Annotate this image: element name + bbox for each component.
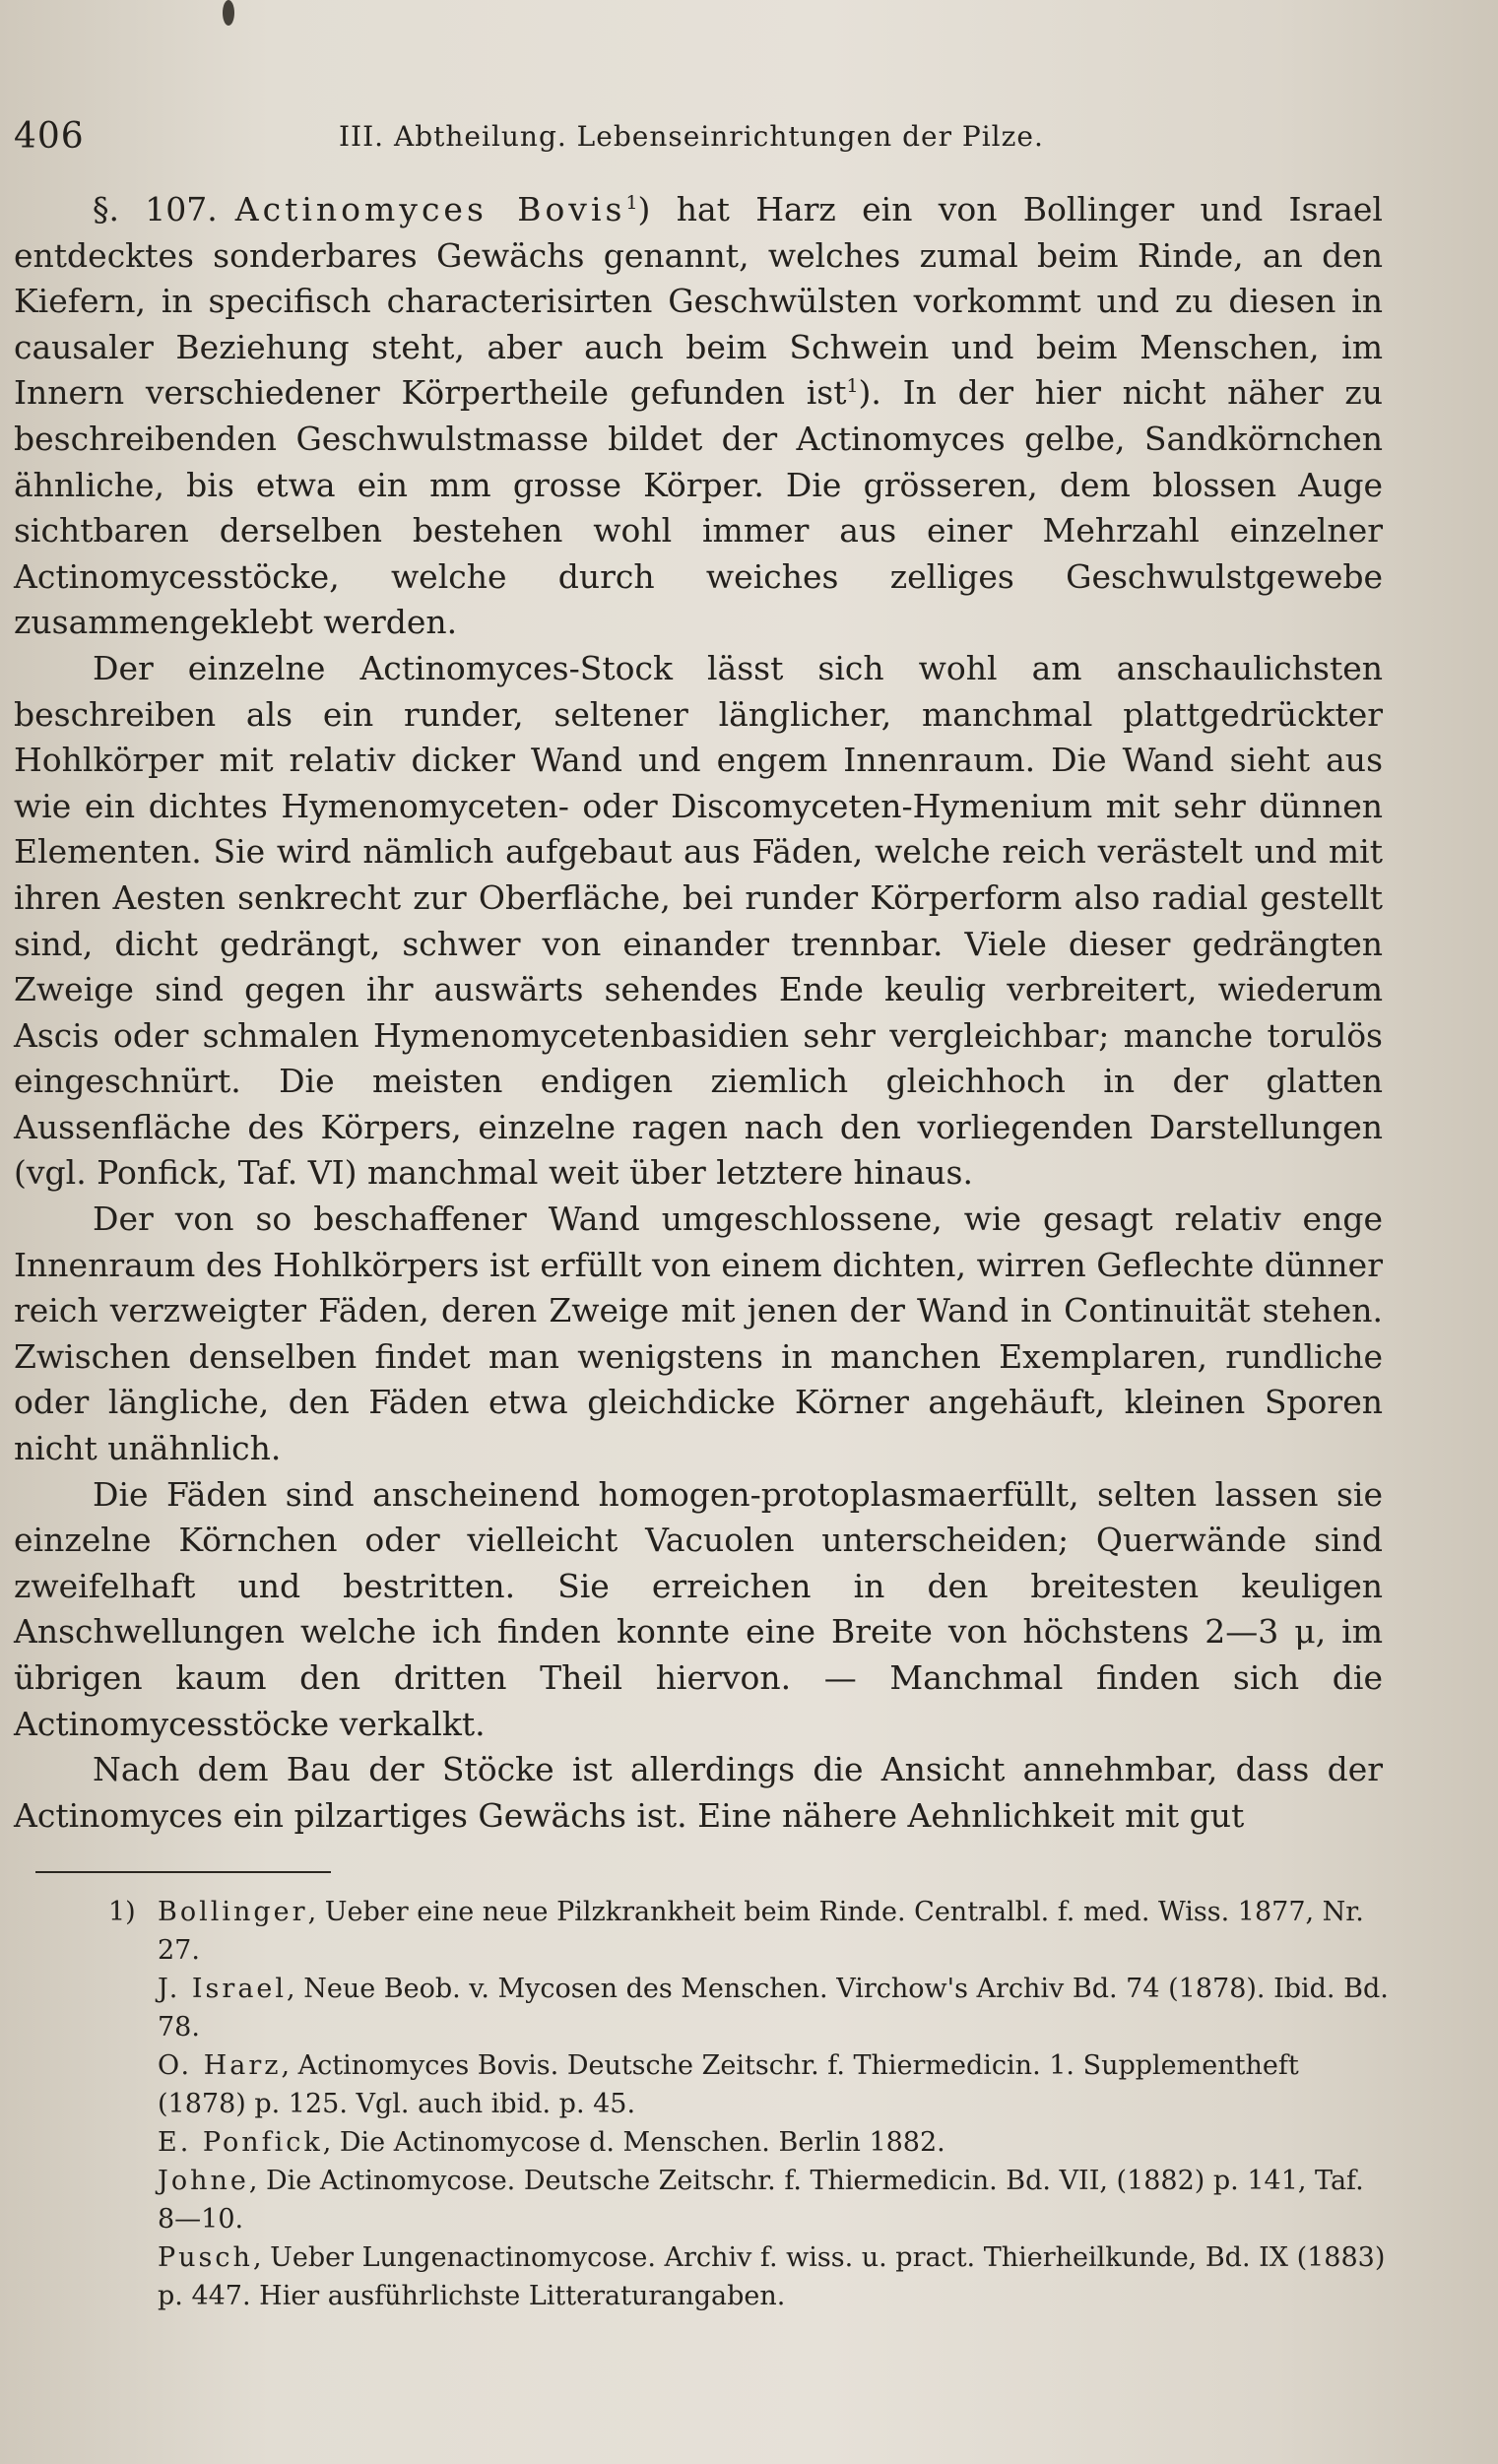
section-number: §. 107.	[93, 190, 218, 228]
footnote-text: , Neue Beob. v. Mycosen des Menschen. Virchow's Archiv Bd. 74 (1878). Ibid. Bd. 78.	[158, 1974, 1389, 2043]
main-text	[14, 187, 1383, 1839]
footnote-text: , Actinomyces Bovis. Deutsche Zeitschr. f. Thiermedicin. 1. Supplementheft (1878) p. 125. Vgl. auch ibid. p. 45.	[158, 2050, 1299, 2119]
running-head	[14, 116, 1393, 165]
footnote	[158, 1970, 1389, 2046]
footnote-text: , Ueber Lungenactinomycose. Archiv f. wiss. u. pract. Thierheilkunde, Bd. IX (1883) p. 447. Hier ausführlichste Litteraturangaben.	[158, 2242, 1386, 2311]
footnotes	[108, 1893, 1389, 2315]
footnote-text: , Die Actinomycose. Deutsche Zeitschr. f. Thiermedicin. Bd. VII, (1882) p. 141, Taf. 8—10.	[158, 2166, 1364, 2235]
footnote-author: J. Israel	[158, 1974, 288, 2004]
footnote	[158, 2162, 1389, 2238]
paragraph-2: Der einzelne Actinomyces-Stock lässt sich wohl am anschaulichsten beschreiben als ein runder, seltener länglicher, manchmal plattgedrückter Hohlkörper mit relativ dicker Wand und engem Innenraum. Die Wand sieht aus wie ein dichtes Hymenomyceten- oder Discomyceten-Hymenium mit sehr dünnen Elementen. Sie wird nämlich aufgebaut aus Fäden, welche reich verästelt und mit ihren Aesten senkrecht zur Oberfläche, bei runder Körperform also radial gestellt sind, dicht gedrängt, schwer von einander trennbar. Viele dieser gedrängten Zweige sind gegen ihr auswärts sehendes Ende keulig verbreitert, wiederum Ascis oder schmalen Hymenomycetenbasidien sehr vergleichbar; manche torulös eingeschnürt. Die meisten endigen ziemlich gleichhoch in der glatten Aussenfläche des Körpers, einzelne ragen nach den vorliegenden Darstellungen (vgl. Ponfick, Taf. VI) manchmal weit über letztere hinaus.	[14, 648, 1383, 1193]
paragraph-5: Nach dem Bau der Stöcke ist allerdings die Ansicht annehmbar, dass der Actinomyces ein pilzartiges Gewächs ist. Eine nähere Aehnlichkeit mit gut	[14, 1750, 1383, 1835]
footnote-author: E. Ponfick	[158, 2127, 323, 2158]
footnote-marker: 1)	[108, 1897, 136, 1927]
footnote-text: , Ueber eine neue Pilzkrankheit beim Rinde. Centralbl. f. med. Wiss. 1877, Nr. 27.	[158, 1897, 1364, 1966]
footnote	[108, 1893, 1389, 1970]
paragraph-1	[14, 187, 1383, 646]
footnote	[158, 2123, 1389, 2162]
running-title: III. Abtheilung. Lebenseinrichtungen der Pilze.	[339, 120, 1044, 153]
footnote-author: Johne	[158, 2166, 249, 2196]
species-term: Actinomyces Bovis	[234, 190, 626, 228]
footnote	[158, 2238, 1389, 2315]
footnote-author: O. Harz	[158, 2050, 282, 2081]
ink-spot	[223, 0, 234, 26]
page-number: 406	[14, 116, 85, 157]
footnote-ref: 1	[846, 375, 859, 398]
footnote-rule	[35, 1871, 331, 1873]
footnote-author: Pusch	[158, 2242, 253, 2273]
footnote-author: Bollinger	[158, 1897, 308, 1927]
paragraph-1-text-a: ) hat Harz ein von Bollinger und Israel entdecktes sonderbares Gewächs genannt, welches zumal beim Rinde, an den Kiefern, in specifisch characterisirten Geschwülsten vorkommt und zu diesen in causaler Beziehung steht, aber auch beim Schwein und beim Menschen, im Innern verschiedener Körpertheile gefunden ist	[14, 190, 1383, 413]
footnote-ref: 1	[625, 192, 638, 214]
paragraph-3: Der von so beschaffener Wand umgeschlossene, wie gesagt relativ enge Innenraum des Hohlkörpers ist erfüllt von einem dichten, wirren Geflechte dünner reich verzweigter Fäden, deren Zweige mit jenen der Wand in Continuität stehen. Zwischen denselben findet man wenigstens in manchen Exemplaren, rundliche oder längliche, den Fäden etwa gleichdicke Körner angehäuft, kleinen Sporen nicht unähnlich.	[14, 1200, 1383, 1468]
footnote	[158, 2046, 1389, 2123]
footnote-text: , Die Actinomycose d. Menschen. Berlin 1882.	[322, 2127, 945, 2158]
paragraph-4: Die Fäden sind anscheinend homogen-protoplasmaerfüllt, selten lassen sie einzelne Körnchen oder vielleicht Vacuolen unterscheiden; Querwände sind zweifelhaft und bestritten. Sie erreichen in den breitesten keuligen Anschwellungen welche ich finden konnte eine Breite von höchstens 2—3 μ, im übrigen kaum den dritten Theil hiervon. — Manchmal finden sich die Actinomycesstöcke verkalkt.	[14, 1474, 1383, 1743]
paragraph-1-text-b: ). In der hier nicht näher zu beschreibenden Geschwulstmasse bildet der Actinomyces gelbe, Sandkörnchen ähnliche, bis etwa ein mm grosse Körper. Die grösseren, dem blossen Auge sichtbaren derselben bestehen wohl immer aus einer Mehrzahl einzelner Actinomycesstöcke, welche durch weiches zelliges Geschwulstgewebe zusammengeklebt werden.	[14, 373, 1383, 642]
